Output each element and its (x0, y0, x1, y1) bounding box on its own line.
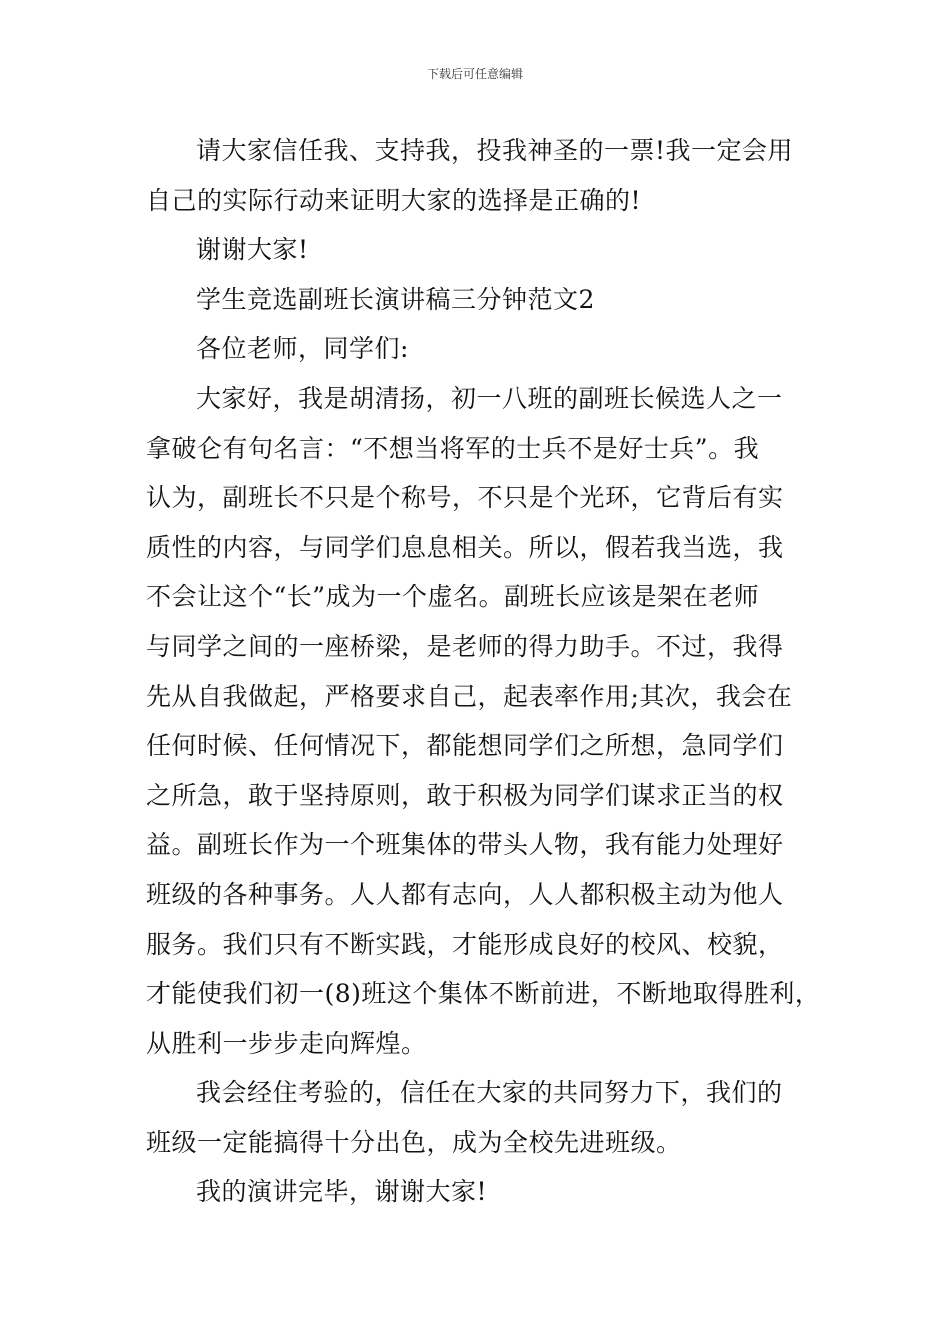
paragraph-line: 不会让这个“长”成为一个虚名。副班长应该是架在老师 (146, 582, 760, 612)
section-title-text: 学生竞选副班长演讲稿三分钟范文2 (196, 284, 595, 314)
paragraph-line: 请大家信任我、支持我，投我神圣的一票!我一定会用 (196, 136, 794, 165)
paragraph (146, 225, 816, 275)
paragraph-line: 拿破仑有句名言：“不想当将军的士兵不是好士兵”。我 (146, 433, 760, 463)
paragraph-line: 之所急，敢于坚持原则，敢于积极为同学们谋求正当的权 (146, 780, 784, 810)
paragraph-line: 益。副班长作为一个班集体的带头人物，我有能力处理好 (146, 830, 784, 860)
paragraph (146, 374, 821, 1068)
header-note: 下载后可任意编辑 (426, 67, 523, 81)
paragraph-line: 自己的实际行动来证明大家的选择是正确的! (146, 185, 642, 215)
paragraph (146, 1167, 816, 1217)
paragraph-line: 先从自我做起，严格要求自己，起表率作用;其次，我会在 (146, 681, 793, 711)
paragraph-line: 服务。我们只有不断实践，才能形成良好的校风、校貌， (146, 929, 784, 959)
paragraph-line: 大家好，我是胡清扬，初一八班的副班长候选人之一 (196, 383, 783, 413)
paragraph-line: 才能使我们初一(8)班这个集体不断前进，不断地取得胜利， (146, 979, 821, 1009)
paragraph (146, 126, 816, 225)
paragraph (146, 324, 816, 374)
section-title (146, 275, 816, 325)
paragraph-line: 任何时候、任何情况下，都能想同学们之所想，急同学们 (146, 731, 784, 761)
paragraph-line: 质性的内容，与同学们息息相关。所以，假若我当选，我 (146, 532, 784, 562)
paragraph-line: 我会经住考验的，信任在大家的共同努力下，我们的 (196, 1078, 783, 1108)
paragraph-line: 认为，副班长不只是个称号，不只是个光环，它背后有实 (146, 483, 784, 513)
document-body (146, 126, 821, 1217)
paragraph-line: 与同学之间的一座桥梁，是老师的得力助手。不过，我得 (146, 631, 784, 661)
paragraph-line: 从胜利一步步走向辉煌。 (146, 1028, 427, 1058)
paragraph-line: 各位老师，同学们: (196, 334, 409, 364)
paragraph-line: 我的演讲完毕，谢谢大家! (196, 1177, 488, 1207)
paragraph-line: 班级的各种事务。人人都有志向，人人都积极主动为他人 (146, 879, 784, 909)
paragraph-line: 谢谢大家! (196, 235, 309, 265)
paragraph-line: 班级一定能搞得十分出色，成为全校先进班级。 (146, 1127, 682, 1157)
paragraph (146, 1068, 816, 1167)
